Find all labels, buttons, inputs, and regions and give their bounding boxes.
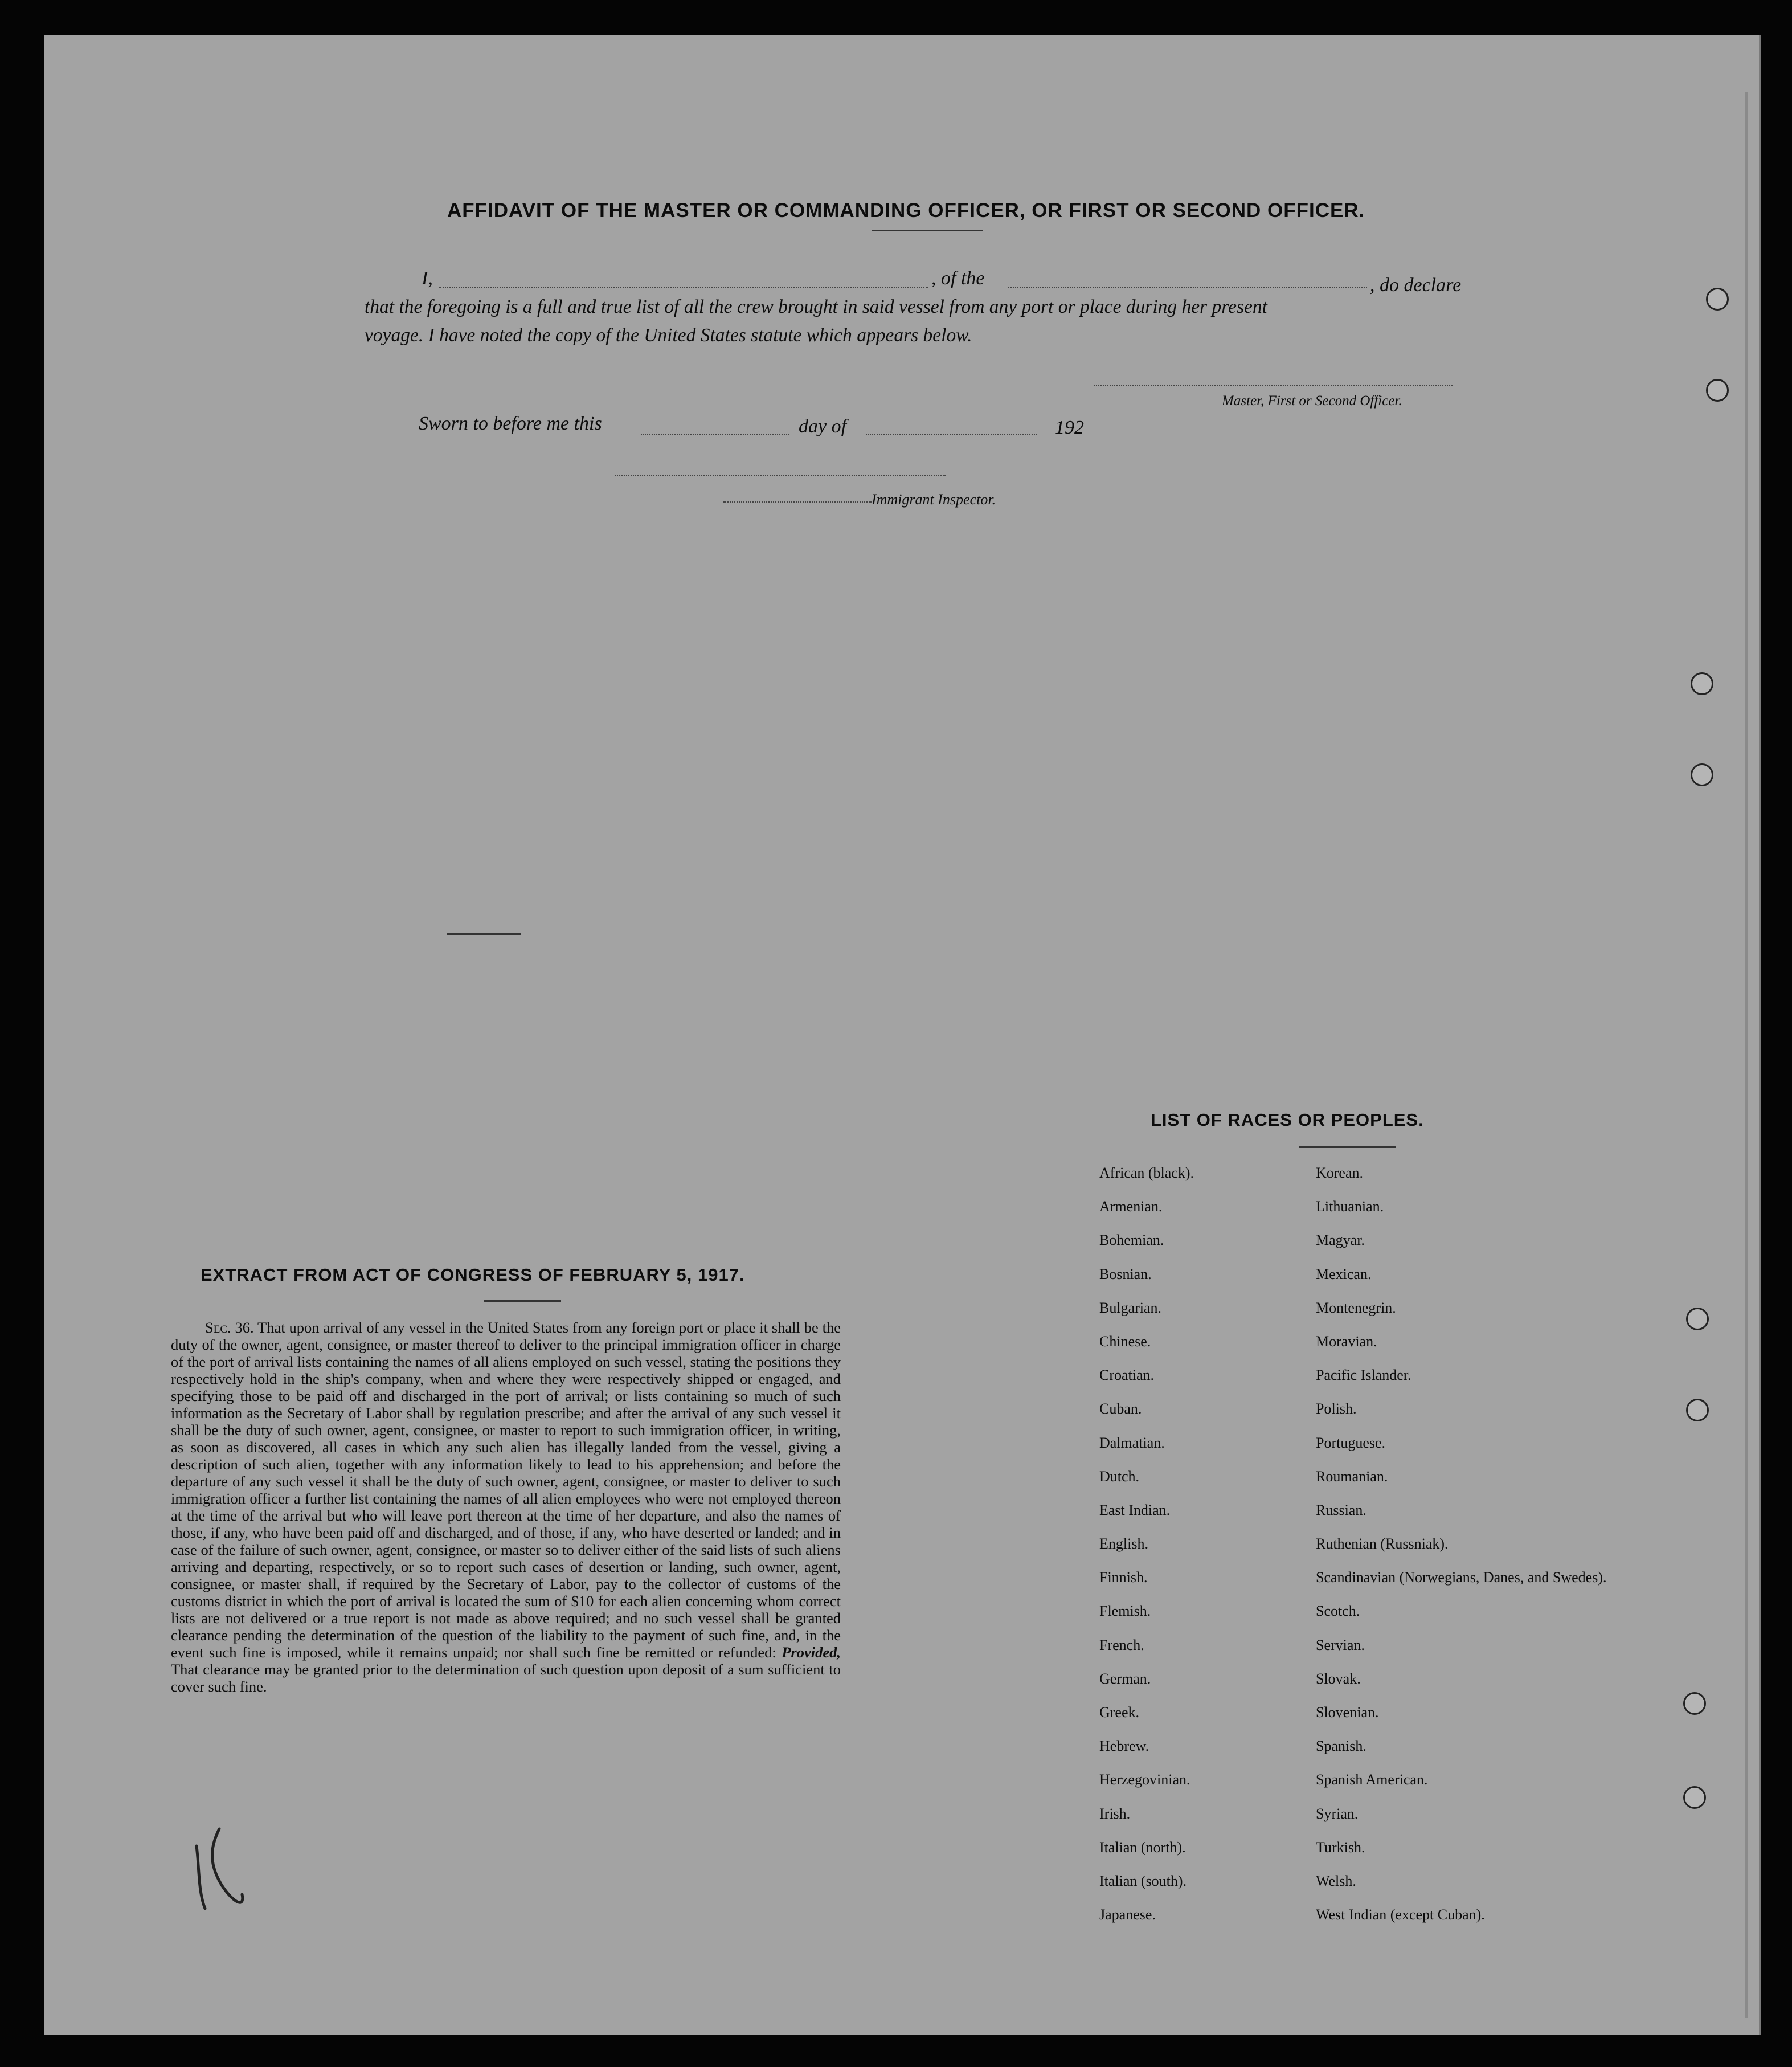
extract-body: [171, 1319, 841, 1695]
master-name-field[interactable]: [439, 287, 928, 288]
extract-title: EXTRACT FROM ACT OF CONGRESS OF FEBRUARY 5, 1917.: [201, 1265, 745, 1285]
extract-text-part2: That clearance may be granted prior to the determination of such question upon deposit of a sum sufficient to cover such fine.: [171, 1661, 841, 1695]
race-item: Hebrew.: [1099, 1738, 1149, 1755]
race-item: East Indian.: [1099, 1501, 1171, 1518]
races-list: [1099, 1165, 1607, 1941]
race-item: Spanish.: [1316, 1738, 1366, 1755]
race-item: Syrian.: [1316, 1805, 1359, 1822]
race-item: Italian (north).: [1099, 1839, 1186, 1856]
master-signature-label: Master, First or Second Officer.: [1222, 393, 1402, 409]
race-item: Slovak.: [1316, 1670, 1361, 1687]
race-item: Croatian.: [1099, 1367, 1155, 1384]
punch-hole-icon: [1683, 1786, 1706, 1809]
inspector-label: Immigrant Inspector.: [872, 491, 996, 508]
affidavit-line-3: voyage. I have noted the copy of the United States statute which appears below.: [365, 325, 972, 346]
race-item: Moravian.: [1316, 1333, 1377, 1350]
sworn-day-field[interactable]: [641, 434, 789, 435]
race-item: Armenian.: [1099, 1198, 1163, 1215]
race-item: German.: [1099, 1670, 1151, 1687]
race-item: Italian (south).: [1099, 1872, 1187, 1889]
race-item: Montenegrin.: [1316, 1299, 1396, 1316]
race-item: Slovenian.: [1316, 1704, 1379, 1721]
affidavit-of-the-label: , of the: [931, 268, 985, 289]
race-item: French.: [1099, 1636, 1144, 1653]
punch-hole-icon: [1706, 379, 1729, 402]
extract-title-rule: [484, 1300, 561, 1302]
race-item: Cuban.: [1099, 1400, 1142, 1418]
extract-provided-label: Provided,: [782, 1644, 841, 1661]
race-item: Chinese.: [1099, 1333, 1151, 1350]
race-item: Flemish.: [1099, 1603, 1151, 1620]
punch-hole-icon: [1683, 1692, 1706, 1715]
race-item: Bulgarian.: [1099, 1299, 1162, 1316]
races-title-rule: [1299, 1146, 1396, 1148]
extract-text-part1: That upon arrival of any vessel in the United States from any foreign port or place it shall be the duty of the owner, agent, consignee, or master thereof to deliver to the principal immigration officer in charge of the port of arrival lists containing the names of all aliens employed on such vessel, stating the positions they respectively hold in the ship's company, when and where they were respectively shipped or engaged, and specifying those to be paid off and discharged in the port of arrival; or lists containing so much of such information as the Secretary of Labor shall by regulation prescribe; and after the arrival of any such vessel it shall be the duty of such owner, agent, consignee, or master to report to such immigration officer, in writing, as soon as discovered, all cases in which any such alien has illegally landed from the vessel, giving a description of such alien, together with any information likely to lead to his apprehension; and before the departure of any such vessel it shall be the duty of such owner, agent, consignee, or master to deliver to such immigration officer a further list containing the names of all alien employees who were not employed thereon at the time of the arrival but who will leave port thereon at the time of her departure, and also the names of those, if any, who have been paid off and discharged, and of those, if any, who have deserted or landed; and in case of the failure of such owner, agent, consignee, or master so to deliver either of the said lists of such aliens arriving and departing, respectively, or so to report such cases of desertion or landing, such owner, agent, consignee, or master shall, if required by the Secretary of Labor, pay to the collector of customs of the customs district in which the port of arrival is located the sum of $10 for each alien concerning whom correct lists are not delivered or a true report is not made as above required; and no such vessel shall be granted clearance pending the determination of the question of the liability to the payment of such fine, and, in the event such fine is imposed, while it remains unpaid; nor shall such fine be remitted or refunded:: [171, 1319, 841, 1661]
race-item: Lithuanian.: [1316, 1198, 1384, 1215]
race-item: Bosnian.: [1099, 1265, 1152, 1282]
race-item: Dutch.: [1099, 1468, 1140, 1485]
race-item: Dalmatian.: [1099, 1434, 1165, 1451]
race-item: West Indian (except Cuban).: [1316, 1906, 1485, 1923]
affidavit-title: AFFIDAVIT OF THE MASTER OR COMMANDING OFFICER, OR FIRST OR SECOND OFFICER.: [447, 199, 1365, 222]
race-item: Mexican.: [1316, 1265, 1372, 1282]
punch-hole-icon: [1691, 763, 1713, 786]
race-item: Portuguese.: [1316, 1434, 1386, 1451]
race-item: Magyar.: [1316, 1232, 1365, 1249]
sworn-month-field[interactable]: [866, 434, 1037, 435]
race-item: Pacific Islander.: [1316, 1367, 1411, 1384]
inspector-signature-field[interactable]: [723, 501, 872, 503]
sheet-edge: [1745, 92, 1748, 2018]
inspector-signature-line[interactable]: [615, 475, 946, 476]
race-item: Ruthenian (Russniak).: [1316, 1535, 1449, 1553]
affidavit-line-2: that the foregoing is a full and true list of all the crew brought in said vessel from any port or place during her present: [365, 296, 1267, 317]
race-item: Welsh.: [1316, 1872, 1356, 1889]
punch-hole-icon: [1686, 1308, 1709, 1330]
race-item: African (black).: [1099, 1165, 1194, 1181]
punch-hole-icon: [1686, 1399, 1709, 1421]
race-item: Spanish American.: [1316, 1771, 1428, 1788]
extract-section-label: Sec. 36.: [205, 1319, 254, 1336]
race-item: Russian.: [1316, 1501, 1366, 1518]
race-item: Scandinavian (Norwegians, Danes, and Swedes).: [1316, 1569, 1607, 1586]
race-item: Servian.: [1316, 1636, 1365, 1653]
race-item: Bohemian.: [1099, 1232, 1164, 1249]
race-item: Irish.: [1099, 1805, 1131, 1822]
affidavit-title-rule: [872, 230, 983, 231]
race-item: Finnish.: [1099, 1569, 1148, 1586]
day-of-label: day of: [799, 416, 847, 437]
handwritten-mark: [188, 1823, 262, 1914]
sworn-label: Sworn to before me this: [419, 413, 602, 434]
race-item: Japanese.: [1099, 1906, 1156, 1923]
race-item: Turkish.: [1316, 1839, 1365, 1856]
race-item: Roumanian.: [1316, 1468, 1388, 1485]
affidavit-do-declare-label: , do declare: [1370, 275, 1462, 296]
affidavit-i-label: I,: [422, 268, 433, 289]
race-item: Herzegovinian.: [1099, 1771, 1190, 1788]
race-item: Greek.: [1099, 1704, 1140, 1721]
race-item: English.: [1099, 1535, 1148, 1553]
race-item: Polish.: [1316, 1400, 1357, 1418]
master-signature-field[interactable]: [1094, 385, 1453, 386]
race-item: Scotch.: [1316, 1603, 1360, 1620]
year-label: 192: [1055, 417, 1084, 438]
vessel-name-field[interactable]: [1008, 287, 1367, 288]
section-divider: [447, 933, 521, 935]
punch-hole-icon: [1691, 672, 1713, 695]
races-title: LIST OF RACES OR PEOPLES.: [1151, 1110, 1424, 1130]
race-item: Korean.: [1316, 1165, 1364, 1181]
punch-hole-icon: [1706, 288, 1729, 311]
